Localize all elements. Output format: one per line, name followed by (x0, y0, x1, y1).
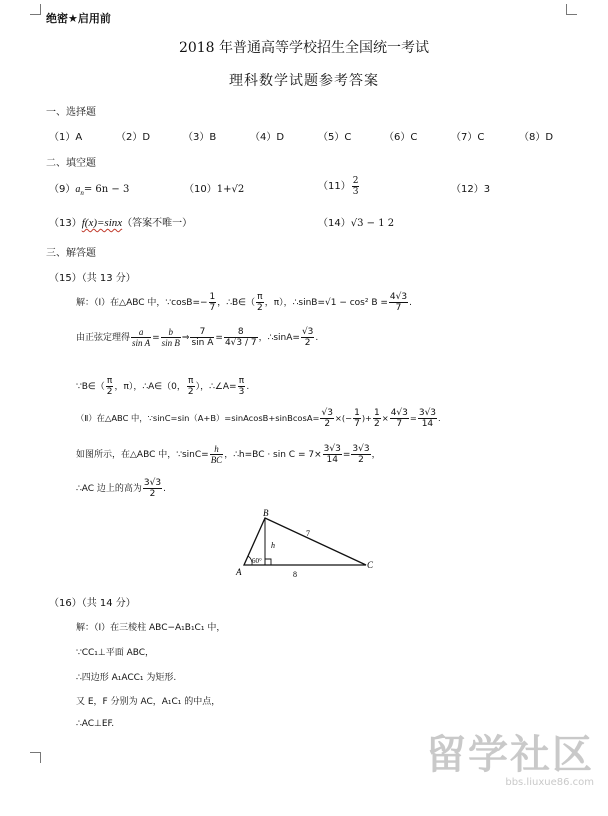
crop-mark-top-left (30, 4, 41, 15)
p16-line-1: 解：（Ⅰ）在三棱柱 ABC−A₁B₁C₁ 中， (76, 623, 226, 633)
side-label-bc: 7 (306, 529, 310, 538)
choice-answer: （6）C (384, 132, 418, 143)
right-angle-mark (265, 559, 271, 565)
angle-label: 60° (252, 557, 262, 565)
triangle-abc (244, 518, 366, 565)
height-label: h (271, 541, 275, 550)
fill-answer-11 (318, 176, 360, 197)
p15-line-6: ∴AC 边上的高为 $\frac{3√3}{2}$ . (76, 478, 166, 499)
section-heading-choice: 一、选择题 (46, 107, 96, 118)
choice-answer: （3）B (183, 132, 217, 143)
answer-var: a (75, 184, 81, 195)
exam-subtitle: 理科数学试题参考答案 (229, 73, 379, 89)
q-number: （13） (49, 218, 82, 229)
side-label-ac: 8 (293, 570, 297, 579)
p16-line-4: 又 E，F 分别为 AC，A₁C₁ 的中点， (76, 697, 221, 707)
vertex-label-c: C (367, 560, 374, 570)
answer-expr: = 6n − 3 (83, 184, 130, 195)
p15-line-3: ∵B∈（ $\frac{\pi}{2}$ ，π），∴A∈（0， $\frac{\pi}{2}$ ），∴∠A= $\frac{\pi}{3}$ . (76, 376, 250, 397)
p16-line-2: ∵CC₁⊥平面 ABC， (76, 648, 155, 658)
choice-answer: （5）C (318, 132, 352, 143)
fraction: $\frac{2}{3}$ (352, 176, 359, 197)
problem-15-heading: （15）（共 13 分） (49, 273, 136, 284)
answer-expr: f(x)=sinx (81, 217, 123, 229)
vertex-label-b: B (263, 508, 269, 518)
crop-mark-top-right (566, 4, 577, 15)
p15-line-2: 由正弦定理得 $\frac{a}{\text{sin A}}$ = $\frac{b}{\text{sin B}}$ ⇒ $\frac{7}{\text{sin A}}$ = $\frac{8}{4√3 / 7}$ ，∴sinA= $\frac{√3}{2}$ . (76, 327, 319, 348)
choice-answer: （2）D (116, 132, 151, 143)
p16-line-3: ∴四边形 A₁ACC₁ 为矩形. (76, 673, 177, 683)
p15-line-4: （Ⅱ）在△ABC 中，∵sinC=sin（A+B）=sinAcosB+sinBcosA= $\frac{√3}{2}$ ×(− $\frac{1}{7}$ )+ $\frac{1}{2}$ × $\frac{4√3}{7}$ = $\frac{3√3}{14}$ . (76, 408, 441, 429)
crop-mark-bottom-left (30, 752, 41, 763)
choice-answer: （8）D (519, 132, 554, 143)
section-heading-fill: 二、填空题 (46, 158, 96, 169)
choice-answer: （4）D (250, 132, 285, 143)
answer-expr: 1+√2 (216, 184, 245, 195)
p15-line-1: 解：（Ⅰ）在△ABC 中，∵cosB=− $\frac{1}{7}$ ，∴B∈（ $\frac{\pi}{2}$ ，π），∴sinB=√1 − cos² B = $\frac{4√3}{7}$ . (76, 292, 412, 313)
fill-answer-10 (184, 180, 244, 195)
exam-title: 2018 年普通高等学校招生全国统一考试 (178, 40, 430, 56)
answer-sub: n (80, 189, 84, 197)
section-heading-solution: 三、解答题 (46, 248, 96, 259)
fill-answer-9 (49, 180, 129, 197)
q-number: （10） (184, 184, 217, 195)
watermark-title: 留学社区 (426, 732, 594, 778)
choice-answer: （7）C (451, 132, 485, 143)
triangle-figure (230, 508, 380, 583)
fill-answer-14 (318, 214, 394, 229)
q-number: （11） (318, 181, 351, 192)
q-number: （14） (318, 218, 351, 229)
q-number: （9） (49, 184, 76, 195)
p15-line-5: 如图所示，在△ABC 中，∵sinC= $\frac{h}{BC}$ ，∴h=BC · sin C = 7× $\frac{3√3}{14}$ = $\frac{3√3}{2}$ ， (76, 444, 381, 465)
answer-expr: √3 − 1 2 (350, 218, 395, 229)
p16-line-5: ∴AC⊥EF. (76, 719, 115, 729)
watermark (426, 733, 594, 788)
fill-answer-13 (49, 214, 192, 229)
vertex-label-a: A (236, 567, 242, 577)
problem-16-heading: （16）（共 14 分） (49, 598, 136, 609)
choice-answer: （1）A (49, 132, 83, 143)
fill-answer-12: （12）3 (451, 184, 491, 195)
confidential-label: 绝密★启用前 (46, 12, 111, 25)
answer-note: （答案不唯一） (122, 218, 193, 229)
watermark-url: bbs.liuxue86.com (505, 777, 594, 788)
